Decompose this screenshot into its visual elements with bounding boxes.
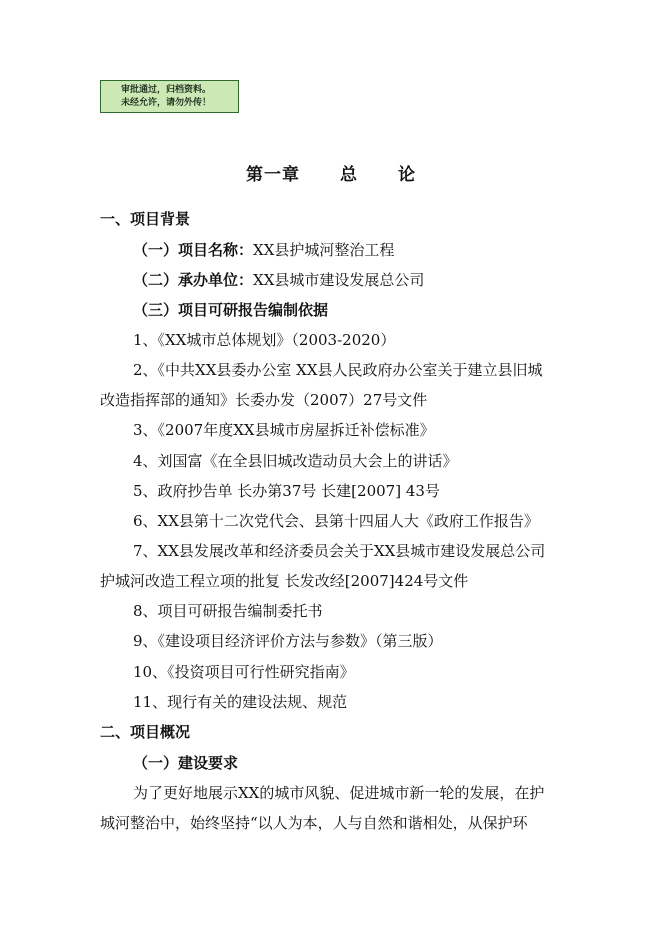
paragraph-line: 为了更好地展示XX的城市风貌、促进城市新一轮的发展，在护	[133, 784, 545, 802]
organizer-value: XX县城市建设发展总公司	[253, 271, 425, 289]
subsection-heading-requirements: （一）建设要求	[133, 754, 239, 772]
list-item: 10、《投资项目可行性研究指南》	[133, 663, 355, 681]
list-item-continuation: 改造指挥部的通知》长委办发（2007）27号文件	[100, 391, 428, 409]
section-heading-background: 一、项目背景	[100, 210, 191, 228]
organizer-label: （二）承办单位：	[133, 271, 254, 289]
list-item: 9、《建设项目经济评价方法与参数》（第三版）	[133, 632, 443, 650]
subsection-heading-basis: （三）项目可研报告编制依据	[133, 301, 329, 319]
list-item: 8、项目可研报告编制委托书	[133, 602, 323, 620]
list-item: 1、《XX城市总体规划》（2003-2020）	[133, 331, 396, 349]
list-item: 6、XX县第十二次党代会、县第十四届人大《政府工作报告》	[133, 512, 539, 530]
stamp-line-2: 未经允许，请勿外传！	[121, 98, 212, 108]
organizer-row	[133, 270, 662, 290]
list-item: 5、政府抄告单 长办第37号 长建[2007] 43号	[133, 482, 440, 500]
project-name-value: XX县护城河整治工程	[253, 241, 395, 259]
list-item: 3、《2007年度XX县城市房屋拆迁补偿标准》	[133, 421, 435, 439]
list-item-continuation: 护城河改造工程立项的批复 长发改经[2007]424号文件	[100, 572, 469, 590]
chapter-word-2: 论	[398, 165, 416, 185]
project-name-row	[133, 240, 662, 260]
approval-stamp	[100, 80, 239, 113]
chapter-number: 第一章	[246, 165, 300, 185]
stamp-line-1: 审批通过，归档资料。	[121, 85, 212, 95]
chapter-title	[0, 160, 662, 185]
section-heading-overview: 二、项目概况	[100, 723, 191, 741]
project-name-label: （一）项目名称：	[133, 241, 254, 259]
paragraph-line: 城河整治中，始终坚持“以人为本，人与自然和谐相处，从保护环	[100, 814, 528, 832]
list-item: 4、刘国富《在全县旧城改造动员大会上的讲话》	[133, 452, 458, 470]
list-item: 7、XX县发展改革和经济委员会关于XX县城市建设发展总公司	[133, 542, 546, 560]
list-item: 11、现行有关的建设法规、规范	[133, 693, 348, 711]
list-item: 2、《中共XX县委办公室 XX县人民政府办公室关于建立县旧城	[133, 361, 543, 379]
chapter-word-1: 总	[340, 165, 358, 185]
